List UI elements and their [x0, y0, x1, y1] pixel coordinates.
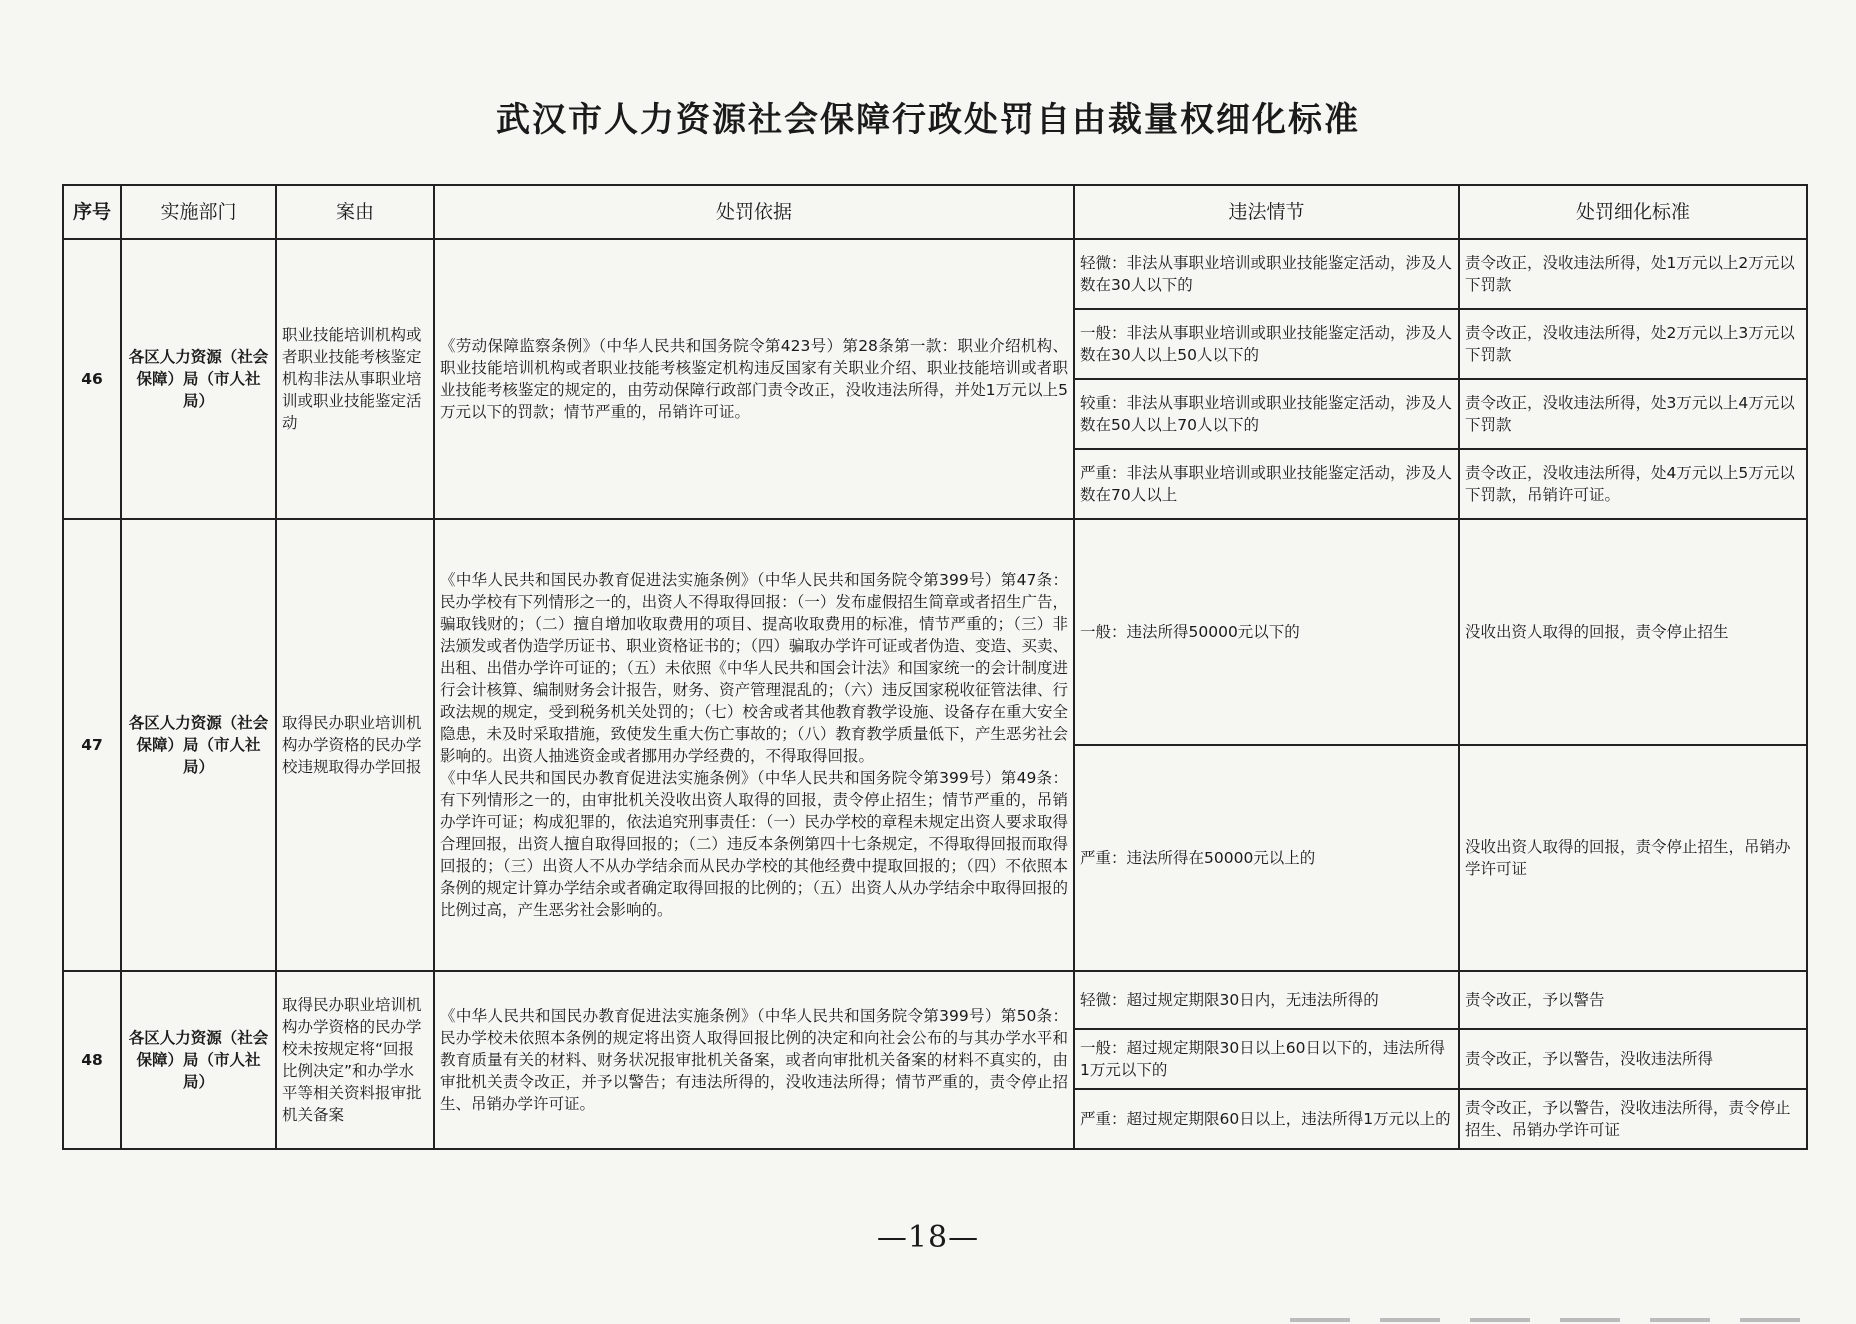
header-cause: 案由	[276, 185, 434, 239]
header-dept: 实施部门	[121, 185, 276, 239]
row-cause: 取得民办职业培训机构办学资格的民办学校违规取得办学回报	[276, 519, 434, 971]
row-basis	[434, 519, 1074, 971]
row-dept: 各区人力资源（社会保障）局（市人社局）	[121, 519, 276, 971]
row-penalty: 没收出资人取得的回报，责令停止招生，吊销办学许可证	[1459, 745, 1807, 971]
row-penalty: 没收出资人取得的回报，责令停止招生	[1459, 519, 1807, 745]
row-circumstance: 一般：超过规定期限30日以上60日以下的，违法所得1万元以下的	[1074, 1029, 1459, 1089]
document-title: 武汉市人力资源社会保障行政处罚自由裁量权细化标准	[496, 100, 1360, 140]
row-basis: 《劳动保障监察条例》（中华人民共和国务院令第423号）第28条第一款：职业介绍机构、职业技能培训机构或者职业技能考核鉴定机构违反国家有关职业介绍、职业技能培训或者职业技能考核鉴定的规定的，由劳动保障行政部门责令改正，没收违法所得，并处1万元以上5万元以下的罚款；情节严重的，吊销许可证。	[434, 239, 1074, 519]
row-circumstance: 一般：非法从事职业培训或职业技能鉴定活动，涉及人数在30人以上50人以下的	[1074, 309, 1459, 379]
discretion-standards-table	[62, 184, 1808, 1150]
row-penalty: 责令改正，没收违法所得，处2万元以上3万元以下罚款	[1459, 309, 1807, 379]
page-number: —18—	[876, 1220, 980, 1255]
table-row	[63, 239, 1807, 309]
basis-article-47: 《中华人民共和国民办教育促进法实施条例》（中华人民共和国务院令第399号）第47条：民办学校有下列情形之一的，出资人不得取得回报：（一）发布虚假招生简章或者招生广告，骗取钱财的；（二）擅自增加收取费用的项目、提高收取费用的标准，情节严重的；（三）非法颁发或者伪造学历证书、职业资格证书的；（四）骗取办学许可证或者伪造、变造、买卖、出租、出借办学许可证的；（五）未依照《中华人民共和国会计法》和国家统一的会计制度进行会计核算、编制财务会计报告，财务、资产管理混乱的；（六）违反国家税收征管法律、行政法规的规定，受到税务机关处罚的；（七）校舍或者其他教育教学设施、设备存在重大安全隐患，未及时采取措施，致使发生重大伤亡事故的；（八）教育教学质量低下，产生恶劣社会影响的。出资人抽逃资金或者挪用办学经费的，不得取得回报。	[440, 571, 1068, 765]
row-dept: 各区人力资源（社会保障）局（市人社局）	[121, 971, 276, 1149]
scan-edge-divider	[1290, 1318, 1810, 1322]
row-seq: 48	[63, 971, 121, 1149]
row-circumstance: 较重：非法从事职业培训或职业技能鉴定活动，涉及人数在50人以上70人以下的	[1074, 379, 1459, 449]
row-circumstance: 严重：非法从事职业培训或职业技能鉴定活动，涉及人数在70人以上	[1074, 449, 1459, 519]
row-circumstance: 轻微：超过规定期限30日内，无违法所得的	[1074, 971, 1459, 1029]
row-penalty: 责令改正，予以警告，没收违法所得，责令停止招生、吊销办学许可证	[1459, 1089, 1807, 1149]
table-row	[63, 971, 1807, 1029]
row-seq: 47	[63, 519, 121, 971]
header-basis: 处罚依据	[434, 185, 1074, 239]
row-circumstance: 严重：超过规定期限60日以上，违法所得1万元以上的	[1074, 1089, 1459, 1149]
row-circumstance: 轻微：非法从事职业培训或职业技能鉴定活动，涉及人数在30人以下的	[1074, 239, 1459, 309]
table-header-row	[63, 185, 1807, 239]
row-penalty: 责令改正，予以警告	[1459, 971, 1807, 1029]
row-circumstance: 一般：违法所得50000元以下的	[1074, 519, 1459, 745]
row-dept: 各区人力资源（社会保障）局（市人社局）	[121, 239, 276, 519]
header-seq: 序号	[63, 185, 121, 239]
row-penalty: 责令改正，没收违法所得，处4万元以上5万元以下罚款，吊销许可证。	[1459, 449, 1807, 519]
row-penalty: 责令改正，没收违法所得，处1万元以上2万元以下罚款	[1459, 239, 1807, 309]
table-row	[63, 519, 1807, 745]
row-cause: 职业技能培训机构或者职业技能考核鉴定机构非法从事职业培训或职业技能鉴定活动	[276, 239, 434, 519]
row-basis: 《中华人民共和国民办教育促进法实施条例》（中华人民共和国务院令第399号）第50条：民办学校未依照本条例的规定将出资人取得回报比例的决定和向社会公布的与其办学水平和教育质量有关的材料、财务状况报审批机关备案，或者向审批机关备案的材料不真实的，由审批机关责令改正，并予以警告；有违法所得的，没收违法所得；情节严重的，责令停止招生、吊销办学许可证。	[434, 971, 1074, 1149]
row-circumstance: 严重：违法所得在50000元以上的	[1074, 745, 1459, 971]
header-circumstance: 违法情节	[1074, 185, 1459, 239]
row-penalty: 责令改正，没收违法所得，处3万元以上4万元以下罚款	[1459, 379, 1807, 449]
row-penalty: 责令改正，予以警告，没收违法所得	[1459, 1029, 1807, 1089]
row-seq: 46	[63, 239, 121, 519]
basis-article-49: 《中华人民共和国民办教育促进法实施条例》（中华人民共和国务院令第399号）第49条：有下列情形之一的，由审批机关没收出资人取得的回报，责令停止招生；情节严重的，吊销办学许可证；构成犯罪的，依法追究刑事责任：（一）民办学校的章程未规定出资人要求取得合理回报，出资人擅自取得回报的；（二）违反本条例第四十七条规定，不得取得回报而取得回报的；（三）出资人不从办学结余而从民办学校的其他经费中提取回报的；（四）不依照本条例的规定计算办学结余或者确定取得回报的比例的；（五）出资人从办学结余中取得回报的比例过高，产生恶劣社会影响的。	[440, 769, 1068, 919]
row-cause: 取得民办职业培训机构办学资格的民办学校未按规定将“回报比例决定”和办学水平等相关资料报审批机关备案	[276, 971, 434, 1149]
header-penalty: 处罚细化标准	[1459, 185, 1807, 239]
